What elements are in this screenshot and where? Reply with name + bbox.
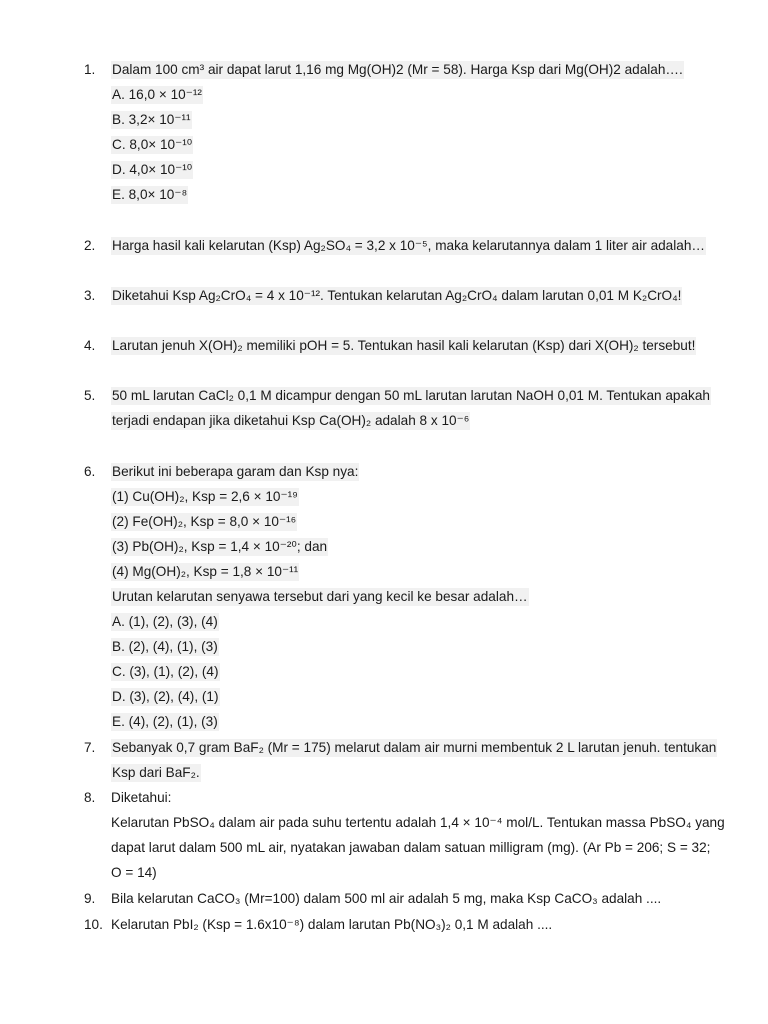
question-text: dapat larut dalam 500 mL air, nyatakan jawaban dalam satuan milligram (mg). (Ar Pb = 206; S = 32;	[111, 840, 711, 855]
question-text: Ksp dari BaF₂.	[112, 765, 200, 780]
salt-1: (1) Cu(OH)₂, Ksp = 2,6 × 10⁻¹⁹	[112, 489, 298, 504]
question-number: 2.	[84, 238, 96, 253]
question-text: Sebanyak 0,7 gram BaF₂ (Mr = 175) melarut dalam air murni membentuk 2 L larutan jenuh. tentukan	[112, 740, 717, 755]
option-c: C. (3), (1), (2), (4)	[112, 664, 219, 679]
question-number: 1.	[84, 62, 96, 77]
option-b: B. 3,2× 10⁻¹¹	[112, 112, 191, 127]
option-e: E. (4), (2), (1), (3)	[112, 714, 218, 729]
question-number: 3.	[84, 288, 96, 303]
question-text: Dalam 100 cm³ air dapat larut 1,16 mg Mg(OH)2 (Mr = 58). Harga Ksp dari Mg(OH)2 adalah….	[112, 62, 683, 77]
option-d: D. 4,0× 10⁻¹⁰	[112, 162, 193, 177]
question-text: Berikut ini beberapa garam dan Ksp nya:	[112, 464, 359, 479]
question-text: terjadi endapan jika diketahui Ksp Ca(OH)₂ adalah 8 x 10⁻⁶	[112, 413, 470, 428]
question-text: Diketahui:	[111, 790, 172, 805]
question-text: Diketahui Ksp Ag₂CrO₄ = 4 x 10⁻¹². Tentukan kelarutan Ag₂CrO₄ dalam larutan 0,01 M K₂CrO₄!	[112, 288, 682, 303]
salt-2: (2) Fe(OH)₂, Ksp = 8,0 × 10⁻¹⁶	[112, 514, 297, 529]
option-c: C. 8,0× 10⁻¹⁰	[112, 137, 193, 152]
salt-3: (3) Pb(OH)₂, Ksp = 1,4 × 10⁻²⁰; dan	[112, 539, 328, 554]
question-number: 5.	[84, 388, 96, 403]
question-number: 10.	[84, 917, 103, 932]
question-text: Kelarutan PbI₂ (Ksp = 1.6x10⁻⁸) dalam larutan Pb(NO₃)₂ 0,1 M adalah ....	[111, 917, 553, 932]
question-text: Urutan kelarutan senyawa tersebut dari yang kecil ke besar adalah…	[112, 589, 528, 604]
option-a: A. (1), (2), (3), (4)	[112, 614, 218, 629]
question-number: 4.	[84, 338, 96, 353]
question-number: 6.	[84, 464, 96, 479]
question-number: 9.	[84, 891, 96, 906]
option-a: A. 16,0 × 10⁻¹²	[112, 87, 202, 102]
question-text: Larutan jenuh X(OH)₂ memiliki pOH = 5. Tentukan hasil kali kelarutan (Ksp) dari X(OH)₂ tersebut!	[112, 338, 696, 353]
option-b: B. (2), (4), (1), (3)	[112, 639, 218, 654]
option-e: E. 8,0× 10⁻⁸	[112, 187, 188, 202]
option-d: D. (3), (2), (4), (1)	[112, 689, 219, 704]
question-text: Bila kelarutan CaCO₃ (Mr=100) dalam 500 ml air adalah 5 mg, maka Ksp CaCO₃ adalah ....	[111, 891, 662, 906]
question-text: O = 14)	[111, 865, 157, 880]
question-number: 7.	[84, 740, 96, 755]
question-text: Harga hasil kali kelarutan (Ksp) Ag₂SO₄ = 3,2 x 10⁻⁵, maka kelarutannya dalam 1 liter air adalah…	[112, 238, 705, 253]
salt-4: (4) Mg(OH)₂, Ksp = 1,8 × 10⁻¹¹	[112, 564, 299, 579]
question-text: Kelarutan PbSO₄ dalam air pada suhu tertentu adalah 1,4 × 10⁻⁴ mol/L. Tentukan massa PbSO₄ yang	[111, 815, 725, 830]
question-number: 8.	[84, 790, 96, 805]
question-text: 50 mL larutan CaCl₂ 0,1 M dicampur dengan 50 mL larutan larutan NaOH 0,01 M. Tentukan apakah	[112, 388, 710, 403]
